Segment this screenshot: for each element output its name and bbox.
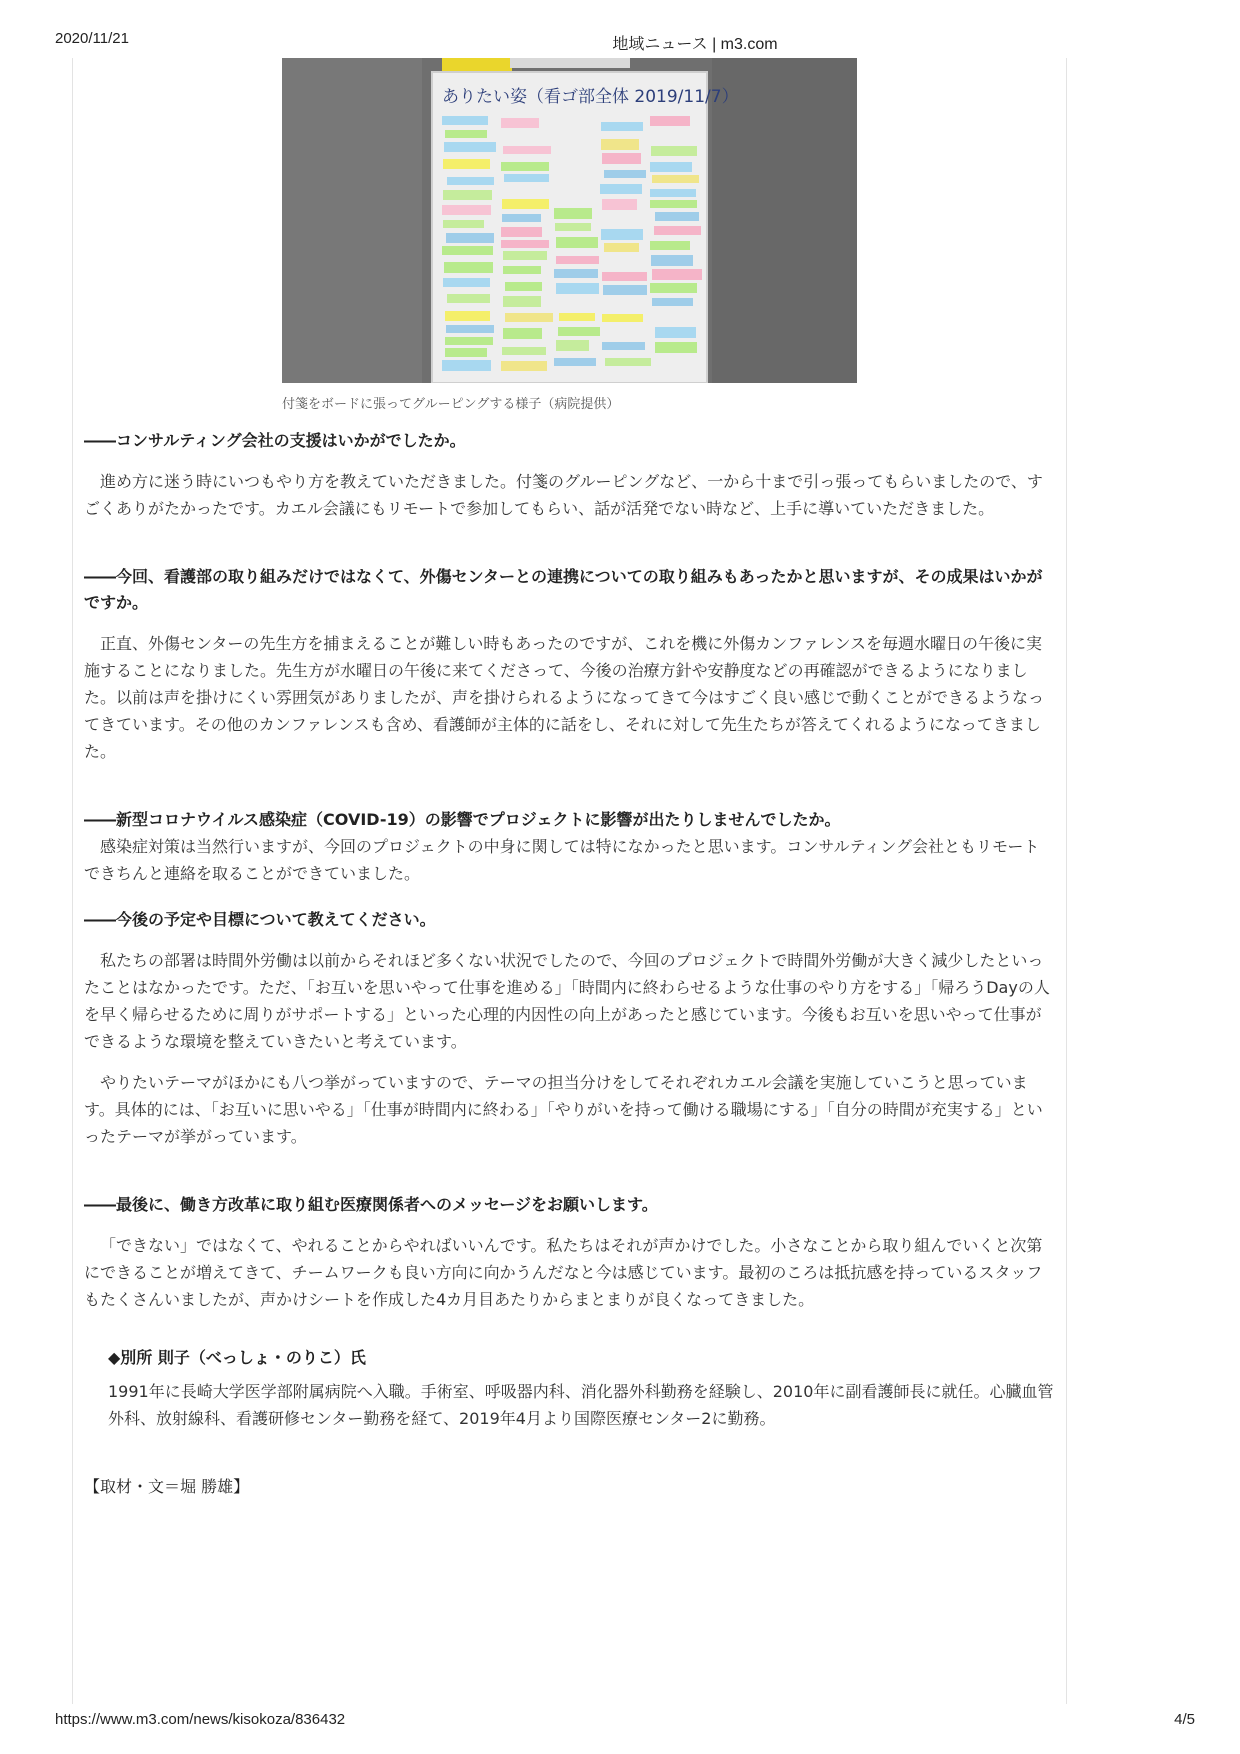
sticky-note bbox=[442, 246, 493, 255]
sticky-note bbox=[650, 162, 692, 172]
sticky-note bbox=[604, 243, 639, 252]
sticky-note bbox=[600, 184, 642, 194]
sticky-note bbox=[601, 122, 643, 131]
profile-box bbox=[84, 1345, 1054, 1432]
sticky-note bbox=[503, 296, 541, 307]
sticky-note bbox=[443, 220, 484, 228]
sticky-note bbox=[554, 358, 596, 366]
sticky-note bbox=[559, 313, 595, 321]
sticky-note bbox=[650, 200, 697, 208]
sticky-note bbox=[655, 342, 697, 353]
sticky-note bbox=[501, 240, 549, 248]
interview-answer: 私たちの部署は時間外労働は以前からそれほど多くない状況でしたので、今回のプロジェクトで時間外労働が大きく減少したといったことはなかったです。ただ、「お互いを思いやって仕事を進める」「時間内に終わらせるような仕事のやり方をする」「帰ろうDayの人を早く帰らせるために周りがサポートする」といった心理的内因性の向上があったと感じています。今後もお互いを思いやって仕事ができるような環境を整えていきたいと考えています。 bbox=[84, 951, 1050, 1051]
sticky-note bbox=[603, 285, 647, 295]
sticky-note bbox=[443, 159, 490, 169]
sticky-note bbox=[446, 325, 494, 333]
sticky-note bbox=[442, 360, 491, 371]
sticky-note bbox=[446, 233, 494, 243]
sticky-note bbox=[654, 226, 701, 235]
sticky-note bbox=[652, 269, 702, 280]
sticky-note bbox=[502, 199, 549, 209]
sticky-note bbox=[556, 283, 599, 294]
sticky-note bbox=[503, 251, 547, 260]
sticky-note bbox=[601, 229, 643, 240]
sticky-note bbox=[447, 294, 490, 303]
sticky-note bbox=[554, 208, 592, 219]
print-footer-page-number: 4/5 bbox=[1174, 1711, 1195, 1728]
print-header-title: 地域ニュース | m3.com bbox=[612, 36, 778, 53]
sticky-note bbox=[651, 255, 693, 266]
sticky-note bbox=[650, 116, 690, 126]
sticky-note-board-photo bbox=[282, 58, 857, 383]
sticky-note bbox=[445, 130, 487, 138]
interview-answer: 「できない」ではなくて、やれることからやればいいんです。私たちはそれが声かけでした。小さなことから取り組んでいくと次第にできることが増えてきて、チームワークも良い方向に向かうんだなと今は感じています。最初のころは抵抗感を持っているスタッフもたくさんいましたが、声かけシートを作成した4カ月目あたりからまとまりが良くなってきました。 bbox=[84, 1236, 1043, 1309]
sticky-note bbox=[601, 139, 639, 150]
sticky-note bbox=[503, 266, 541, 274]
sticky-note bbox=[650, 241, 690, 250]
sticky-note bbox=[650, 283, 697, 293]
sticky-note bbox=[556, 237, 598, 248]
article-body bbox=[84, 58, 1054, 1497]
article-credit: 【取材・文＝堀 勝雄】 bbox=[84, 1477, 250, 1496]
sticky-note bbox=[501, 227, 542, 237]
sticky-note bbox=[501, 162, 549, 171]
sticky-note bbox=[602, 342, 645, 350]
sticky-note bbox=[652, 175, 699, 183]
sticky-note bbox=[655, 212, 699, 221]
sticky-note bbox=[505, 282, 542, 291]
sticky-note bbox=[443, 278, 490, 287]
interview-section-3 bbox=[84, 807, 1054, 887]
interview-question: ――コンサルティング会社の支援はいかがでしたか。 bbox=[84, 431, 466, 450]
sticky-note bbox=[442, 205, 491, 215]
sticky-note bbox=[651, 146, 697, 156]
sticky-note bbox=[444, 262, 493, 273]
board-heading: ありたい姿（看ゴ部全体 2019/11/7） bbox=[442, 87, 739, 107]
sticky-note bbox=[605, 358, 651, 366]
sticky-note bbox=[604, 170, 646, 178]
interview-section-1 bbox=[84, 428, 1054, 522]
interview-question: ――最後に、働き方改革に取り組む医療関係者へのメッセージをお願いします。 bbox=[84, 1195, 658, 1214]
sticky-note bbox=[505, 313, 553, 322]
sticky-note bbox=[555, 223, 591, 231]
sticky-note bbox=[650, 189, 696, 197]
interview-question: ――今後の予定や目標について教えてください。 bbox=[84, 910, 436, 929]
sticky-note bbox=[503, 146, 551, 154]
frame-right-border bbox=[1066, 58, 1067, 1704]
article-photo bbox=[282, 58, 857, 383]
sticky-note bbox=[444, 142, 496, 152]
sticky-note bbox=[602, 199, 637, 210]
sticky-note bbox=[556, 340, 589, 351]
photo-caption: 付箋をボードに張ってグルーピングする様子（病院提供） bbox=[282, 397, 620, 412]
sticky-note bbox=[503, 328, 542, 339]
sticky-note bbox=[443, 190, 492, 200]
sticky-note bbox=[602, 272, 647, 281]
sticky-note bbox=[652, 298, 693, 306]
interview-question: ――今回、看護部の取り組みだけではなくて、外傷センターとの連携についての取り組みもあったかと思いますが、その成果はいかがですか。 bbox=[84, 567, 1043, 612]
interview-section-4 bbox=[84, 907, 1054, 1150]
sticky-note bbox=[554, 269, 598, 278]
interview-answer: やりたいテーマがほかにも八つ挙がっていますので、テーマの担当分けをしてそれぞれカエル会議を実施していこうと思っています。具体的には、「お互いに思いやる」「仕事が時間内に終わる」「やりがいを持って働ける職場にする」「自分の時間が充実する」といったテーマが挙がっています。 bbox=[84, 1073, 1043, 1146]
sticky-note bbox=[447, 177, 494, 185]
sticky-note bbox=[602, 153, 641, 164]
sticky-note bbox=[558, 327, 600, 336]
profile-name: ◆別所 則子（べっしょ・のりこ）氏 bbox=[108, 1348, 366, 1367]
sticky-note bbox=[445, 337, 493, 345]
sticky-note bbox=[445, 311, 490, 321]
sticky-note bbox=[501, 118, 539, 128]
sticky-note bbox=[556, 256, 599, 264]
profile-bio: 1991年に長崎大学医学部附属病院へ入職。手術室、呼吸器内科、消化器外科勤務を経験し、2010年に副看護師長に就任。心臓血管外科、放射線科、看護研修センター勤務を経て、2019年4月より国際医療センター2に勤務。 bbox=[108, 1382, 1054, 1428]
sticky-note bbox=[501, 361, 547, 371]
interview-answer: 感染症対策は当然行いますが、今回のプロジェクトの中身に関しては特になかったと思います。コンサルティング会社ともリモートできちんと連絡を取ることができていました。 bbox=[84, 837, 1040, 883]
sticky-note bbox=[442, 116, 488, 125]
sticky-note bbox=[655, 327, 696, 338]
sticky-note bbox=[502, 347, 546, 355]
interview-answer: 進め方に迷う時にいつもやり方を教えていただきました。付箋のグルーピングなど、一から十まで引っ張ってもらいましたので、すごくありがたかったです。カエル会議にもリモートで参加してもらい、話が活発でない時など、上手に導いていただきました。 bbox=[84, 472, 1043, 518]
frame-left-border bbox=[72, 58, 73, 1704]
interview-answer: 正直、外傷センターの先生方を捕まえることが難しい時もあったのですが、これを機に外傷カンファレンスを毎週水曜日の午後に実施することになりました。先生方が水曜日の午後に来てくださって、今後の治療方針や安静度などの再確認ができるようになりました。以前は声を掛けにくい雰囲気がありましたが、声を掛けられるようになってきて今はすごく良い感じで動くことができるようなってきています。その他のカンファレンスも含め、看護師が主体的に話をし、それに対して先生たちが答えてくれるようになってきました。 bbox=[84, 634, 1045, 761]
print-footer-url: https://www.m3.com/news/kisokoza/836432 bbox=[55, 1711, 346, 1728]
interview-question: ――新型コロナウイルス感染症（COVID-19）の影響でプロジェクトに影響が出たりしませんでしたか。 bbox=[84, 810, 841, 829]
print-header-date: 2020/11/21 bbox=[55, 30, 129, 47]
sticky-note bbox=[445, 348, 487, 357]
sticky-note bbox=[504, 174, 549, 182]
interview-section-5 bbox=[84, 1192, 1054, 1313]
sticky-note bbox=[502, 214, 541, 222]
interview-section-2 bbox=[84, 564, 1054, 765]
sticky-note bbox=[602, 314, 643, 322]
